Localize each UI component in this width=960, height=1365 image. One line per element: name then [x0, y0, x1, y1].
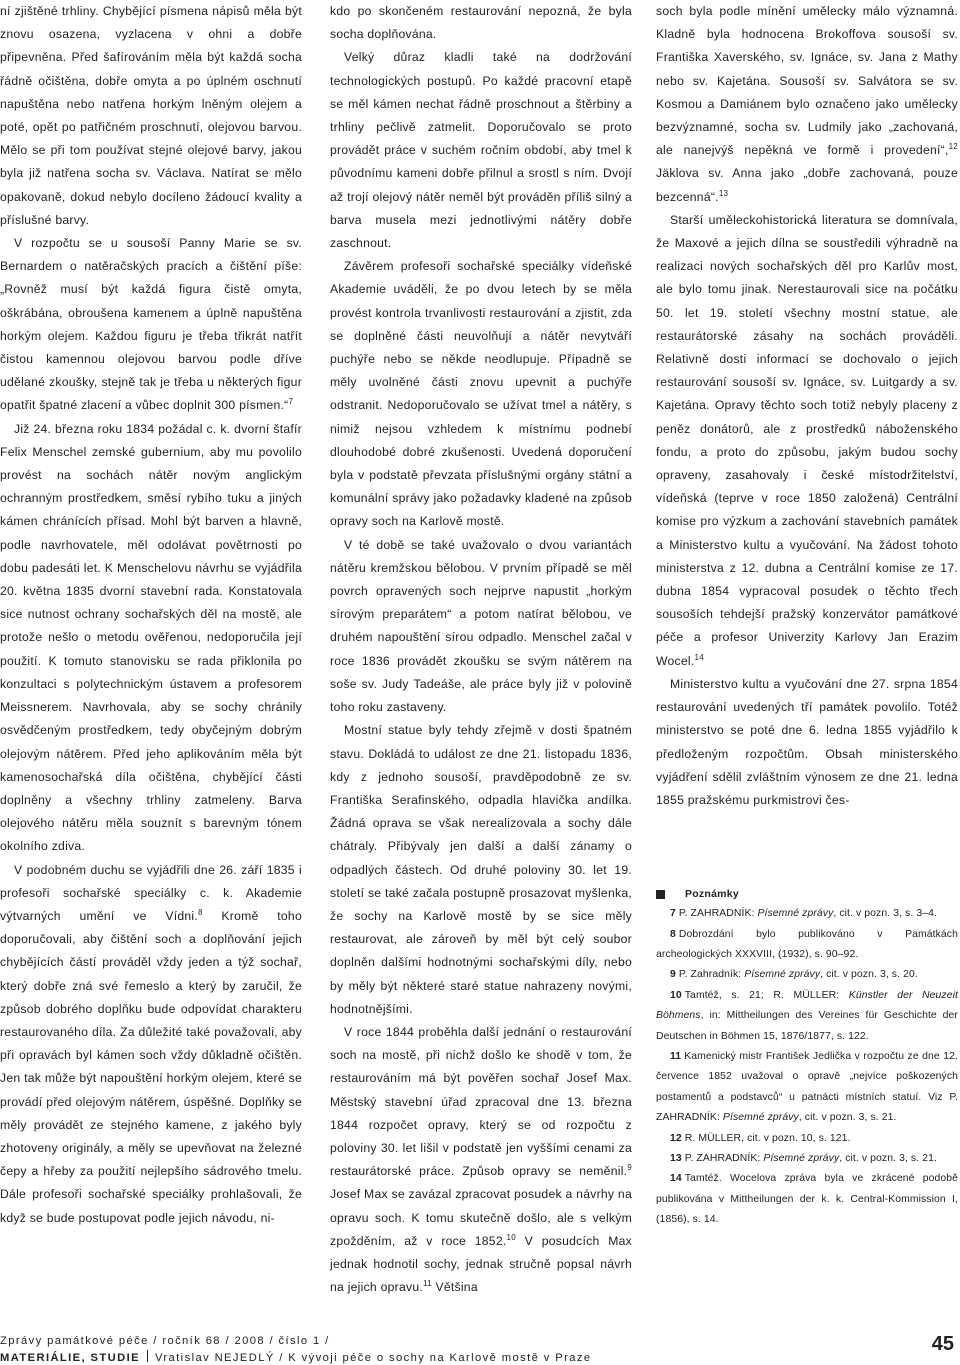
paragraph: [656, 209, 958, 673]
article-info: [0, 1350, 591, 1365]
footnote: [656, 1129, 958, 1149]
article-title: Vratislav NEJEDLÝ / K vývoji péče o sochy na Karlově mostě v Praze: [154, 1352, 592, 1364]
footnotes: [656, 884, 958, 1231]
paragraph-text: soch byla podle mínění umělecky málo významná. Kladně byla hodnocena Brokoffova sousoší sv. Františka Xaverského, sv. Ignáce, sv. Jana z Mathy nebo sv. Kajetána. Sousoší sv. Salvátora se sv. Kosmou a Damiánem bylo označeno jako umělecky bezvýznamné, socha sv. Ludmily jako „zachovaná, ale nanejvýš nepěkná ve formě i provedení“,: [656, 4, 958, 158]
paragraph-text: V té době se také uvažovalo o dvou variantách nátěru kremžskou bělobou. V prvním případě se měl povrch opravených soch nejprve napustit „horkým sírovým preparátem“ a potom natírat bělobou, ve druhém napouštění sírou odpadlo. Menschel začal v roce 1836 provádět zkoušku se svým nátěrem na soše sv. Judy Tadeáše, ale práce byly již v polovině toho roku zastaveny.: [330, 537, 632, 715]
paragraph: [0, 0, 302, 232]
paragraph-text: Mostní statue byly tehdy zřejmě v dosti špatném stavu. Dokládá to událost ze dne 21. listopadu 1836, kdy z jednoho sousoší, pravděpodobně ze sv. Františka Serafinského, odpadla hlavička andílka. Žádná oprava se však nerealizovala a sochy dále chátraly. Přibývaly jen další a další zánamy o odpadlých částech. Od druhé poloviny 30. let 19. století se také začala postupně prosazovat myšlenka, že sochy na Karlově mostě by se sice měly restaurovat, ale zároveň by měl být celý soubor doplněn dalšími hodnotnými sochařskými díly, nebo by měly být některé staré statue nahrazeny novými, hodnotnějšími.: [330, 723, 632, 1016]
paragraph: [656, 673, 958, 812]
paragraph: [656, 0, 958, 209]
footnote-text: , in: Mittheilungen des Vereines für Geschichte der Deutschen in Böhmen 15, 1876/1877, s. 122.: [656, 1010, 958, 1042]
text-column-3: [656, 0, 958, 1231]
footnote: [656, 965, 958, 985]
footnote-text: Tamtéž. Wocelova zpráva byla ve zkrácené podobě publikována v Mittheilungen der k. k. Central-Kommission I, (1856), s. 14.: [656, 1173, 958, 1226]
paragraph: [330, 1021, 632, 1299]
footnote-text: P. ZAHRADNÍK:: [684, 1152, 764, 1164]
footnote-text: Dobrozdání bylo publikováno v Památkách archeologických XXXVIII, (1932), s. 90–92.: [656, 928, 958, 960]
footnote-number: 7: [670, 908, 676, 920]
footnote-ref: 9: [627, 1163, 632, 1173]
text-column-1: [0, 0, 302, 1230]
footnote-number: 10: [670, 989, 682, 1001]
footnote-ref: 13: [718, 188, 729, 198]
footnote-text: R. MÜLLER, cit. v pozn. 10, s. 121.: [684, 1132, 851, 1144]
footnote-text: , cit. v pozn. 3, s. 21.: [798, 1112, 897, 1124]
footnote: [656, 1047, 958, 1129]
footnote-number: 14: [670, 1173, 682, 1185]
footnote-text: , cit. v pozn. 3, s. 3–4.: [833, 908, 937, 920]
footnote-number: 11: [670, 1050, 682, 1062]
footnote-ref: 11: [423, 1279, 432, 1289]
footnote: [656, 1169, 958, 1230]
paragraph-text: Většina: [431, 1280, 478, 1295]
paragraph-text: ní zjištěné trhliny. Chybějící písmena nápisů měla být znovu osazena, vyzlacena v ohni a dobře připevněna. Před šafírováním měla být každá socha řádně očištěna, dobře omyta a po úplném oschnutí napuštěna nebo natřena horkým lněným olejem a poté, opět po patřičném proschnutí, olejovou barvou. Mělo se při tom používat stejné olejové barvy, jakou byla již natřena socha sv. Václava. Natírat se mělo opakovaně, dokud nebylo docíleno žádoucí kvality a příslušné barvy.: [0, 4, 302, 227]
footnote-text: P. ZAHRADNÍK:: [678, 908, 758, 920]
footnote-number: 13: [670, 1152, 682, 1164]
footnote-ref: 14: [694, 652, 704, 662]
footnote-citation-title: Písemné zprávy: [763, 1152, 840, 1164]
column-3-body: [656, 0, 958, 812]
paragraph-text: Kromě toho doporučovali, aby čištění soch a doplňování jejich chybějících částí prováděl vždy jeden a týž sochař, který dobře zná své řemeslo a který by zaručil, že způsob dobrého doplňku bude odpovídat charakteru restaurovaného díla. Za důležité také považovali, aby při opravách byl kámen soch vždy důkladně očištěn. Jen tak může být napouštění horkým olejem, které se provádí před olejovým nátěrem, úspěšné. Doplňky se měly provádět ze stejného kamene, z jakého byly zhotoveny originály, a měly se upevňovat na železné čepy a hřeby za použití nejlepšího sádrového tmelu. Dále profesoři sochařské speciálky prohlašovali, že když se bude postupovat podle jejich návodu, ni-: [0, 908, 302, 1225]
paragraph-text: V posudcích Max jednak hodnotil sochy, jednak stručně popsal návrh na jejich opravu.: [330, 1233, 632, 1295]
text-column-2: [330, 0, 632, 1299]
paragraph: [0, 859, 302, 1230]
paragraph-text: Velký důraz kladli také na dodržování technologických postupů. Po každé pracovní etapě se měl kámen nechat řádně proschnout a štěrbiny a trhliny pečlivě zatmelit. Doporučovalo se proto provádět práce v suchém ročním období, aby tmel k původnímu kameni dobře přilnul a srostl s ním. Dvojí až trojí olejový nátěr neměl být prováděn příliš silný a barva musela mezi jednotlivými nátěry dobře zaschnout.: [330, 50, 632, 251]
paragraph: [330, 0, 632, 46]
footnote-text: Tamtéž, s. 21; R. MÜLLER:: [684, 989, 849, 1001]
paragraph-text: Již 24. března roku 1834 požádal c. k. dvorní štafír Felix Menschel zemské gubernium, aby mu povolilo provést na sochách nátěr novým anglickým ochranným prostředkem, směsí rybího tuku a jiných kámen chránících přísad. Mohl být barven a hlavně, podle navrhovatele, měl odolávat povětrnosti po dobu padesáti let. K Menschelovu návrhu se vyjádřila 20. května 1835 dvorní stavební rada. Konstatovala sice nutnost ochrany sochařských děl na mostě, ale protože nešlo o metodu ověřenou, nedoporučila její použití. K tomuto stanovisku se rada přiklonila po konzultaci s polytechnickým ústavem a profesorem Meissnerem. Navrhovala, aby se sochy chránily osvědčeným prostředkem, tedy obyčejným dobrým olejovým nátěrem. Před jeho aplikováním měla být kamenosochařská díla očištěna, chybějící části doplněny a všechny trhliny zatmeleny. Barva olejového nátěru měla souznít s barevným tónem okolního zdiva.: [0, 421, 302, 854]
footnote: [656, 904, 958, 924]
paragraph-text: Josef Max se zavázal zpracovat posudek a návrhy na opravu soch. K tomu skutečně došlo, ale s velkým zpožděním, až v roce 1852.: [330, 1187, 632, 1248]
paragraph: [330, 534, 632, 720]
paragraph-text: Starší uměleckohistorická literatura se domnívala, že Maxové a jejich dílna se soustředili výhradně na realizaci nových sochařských děl pro Karlův most, ale bylo tomu jinak. Nerestaurovali sice na počátku 50. let 19. století všechny mostní statue, ale restaurátorské zásahy na sochách prováděli. Relativně dosti informací se dochovalo o jejich restaurování sousoší sv. Ignáce, sv. Luitgardy a sv. Kajetána. Opravy těchto soch totiž nebyly placeny z peněz donátorů, ale z prostředků náboženského fondu, a proto do způsobu, jakým budou sochy opraveny, zasahovaly i české místodržitelství, vídeňská (teprve v roce 1850 založená) Centrální komise pro výzkum a zachování stavebních památek a Ministerstvo kultu a vyučování. Na žádost tohoto ministerstva z 12. dubna a Centrální komise ze 17. dubna 1854 vypracoval posudek o těchto třech sousoších tehdejší pražský konzervátor památkové péče a profesor Univerzity Karlovy Jan Erazim Wocel.: [656, 212, 958, 668]
paragraph: [330, 255, 632, 533]
footnote-text: , cit. v pozn. 3, s. 21.: [839, 1152, 937, 1164]
footnote-text: Kamenický mistr František Jedlička v rozpočtu ze dne 12. července 1852 uvažoval o opravě „nejvíce poškozených postamentů a podstavců“ u patnácti místních statuí. Viz P. ZAHRADNÍK:: [656, 1050, 958, 1124]
paragraph-text: kdo po skončeném restaurování nepozná, že byla socha doplňována.: [330, 4, 632, 42]
square-bullet-icon: [656, 890, 665, 899]
paragraph: [0, 418, 302, 859]
paragraph-text: V rozpočtu se u sousoší Panny Marie se sv. Bernardem o natěračských pracích a čištění píše: „Rovněž musí být každá figura čistě omyta, oškrábána, obroušena kamenem a úplně napuštěna horkým olejem. Každou figuru je třeba třikrát natřít čistou kamennou olejovou barvou podle dříve udělané zkoušky, stejně tak je třeba u některých figur opatřit špatné zlacení a vůbec doplnit 300 písmen.“: [0, 236, 302, 413]
divider: [147, 1350, 148, 1362]
footnotes-heading: [656, 884, 958, 904]
footnote-citation-title: Písemné zprávy: [722, 1112, 799, 1124]
journal-info: Zprávy památkové péče / ročník 68 / 2008 / číslo 1 /: [0, 1335, 330, 1347]
paragraph: [330, 46, 632, 255]
paragraph-text: Závěrem profesoři sochařské speciálky vídeňské Akademie uváděli, že po dvou letech by se měla provést kontrola trvanlivosti restaurování a zjistit, zda se doplněné části neuvolňují a nátěr nevytváří puchýře nebo se někde neodlupuje. Případně se měly uvolněné části znovu upevnit a puchýře odstranit. Nedoporučovalo se užívat tmel a nátěry, s nimiž nejsou vzhledem k místnímu podnebí dlouhodobé dobré zkušenosti. Uvedená doporučení byla v podstatě převzata příslušnými orgány státní a komunální správy jako požadavky kladené na způsob opravy soch na Karlově mostě.: [330, 259, 632, 529]
footnote: [656, 986, 958, 1047]
footnote-citation-title: Písemné zprávy: [757, 908, 834, 920]
footnote-ref: 12: [948, 142, 958, 152]
paragraph: [0, 232, 302, 418]
paragraph-text: Jäklova sv. Anna jako „dobře zachovaná, pouze bezcenná“.: [656, 166, 958, 204]
footnote-number: 9: [670, 969, 676, 981]
paragraph-text: Ministerstvo kultu a vyučování dne 27. srpna 1854 restaurování uvedených tří památek povolilo. Totéž ministerstvo se poté dne 6. ledna 1855 vyjádřilo k předloženým rozpočtům. Obsah ministerského vyjádření sdělil zvláštním výnosem ze dne 21. ledna 1855 pražskému purkmistrovi čes-: [656, 676, 958, 807]
footnote-citation-title: Künstler der Neuzeit Böhmens: [656, 989, 958, 1022]
page-footer: [0, 1334, 960, 1365]
footnote-ref: 8: [198, 907, 203, 917]
footnotes-list: [656, 904, 958, 1231]
paragraph-text: V podobném duchu se vyjádřili dne 26. září 1835 i profesoři sochařské speciálky c. k. Akademie výtvarných umění ve Vídni.: [0, 862, 302, 923]
footnote-number: 12: [670, 1132, 682, 1144]
footnote-text: P. Zahradník:: [678, 969, 745, 981]
paragraph: [330, 719, 632, 1021]
page-number: 45: [931, 1333, 954, 1355]
footnote-citation-title: Písemné zprávy: [744, 969, 821, 981]
paragraph-text: V roce 1844 proběhla další jednání o restaurování soch na mostě, při nichž došlo ke shodě v tom, že restaurováním má být pověřen sochař Josef Max. Městský stavební úřad zpracoval dne 13. března 1844 rozpočet opravy, který se od rozpočtu z poloviny 30. let lišil v podstatě jen vyššími cenami za restaurátorské práce. Způsob opravy se neměnil.: [330, 1024, 632, 1179]
footnote-text: , cit. v pozn. 3, s. 20.: [820, 969, 918, 981]
footnote-number: 8: [670, 928, 676, 940]
section-label: MATERIÁLIE, STUDIE: [0, 1352, 140, 1364]
footnotes-heading-text: Poznámky: [685, 888, 739, 901]
footnote: [656, 1149, 958, 1169]
footnote-ref: 10: [506, 1232, 516, 1242]
footnote: [656, 925, 958, 966]
footnote-ref: 7: [288, 397, 294, 407]
